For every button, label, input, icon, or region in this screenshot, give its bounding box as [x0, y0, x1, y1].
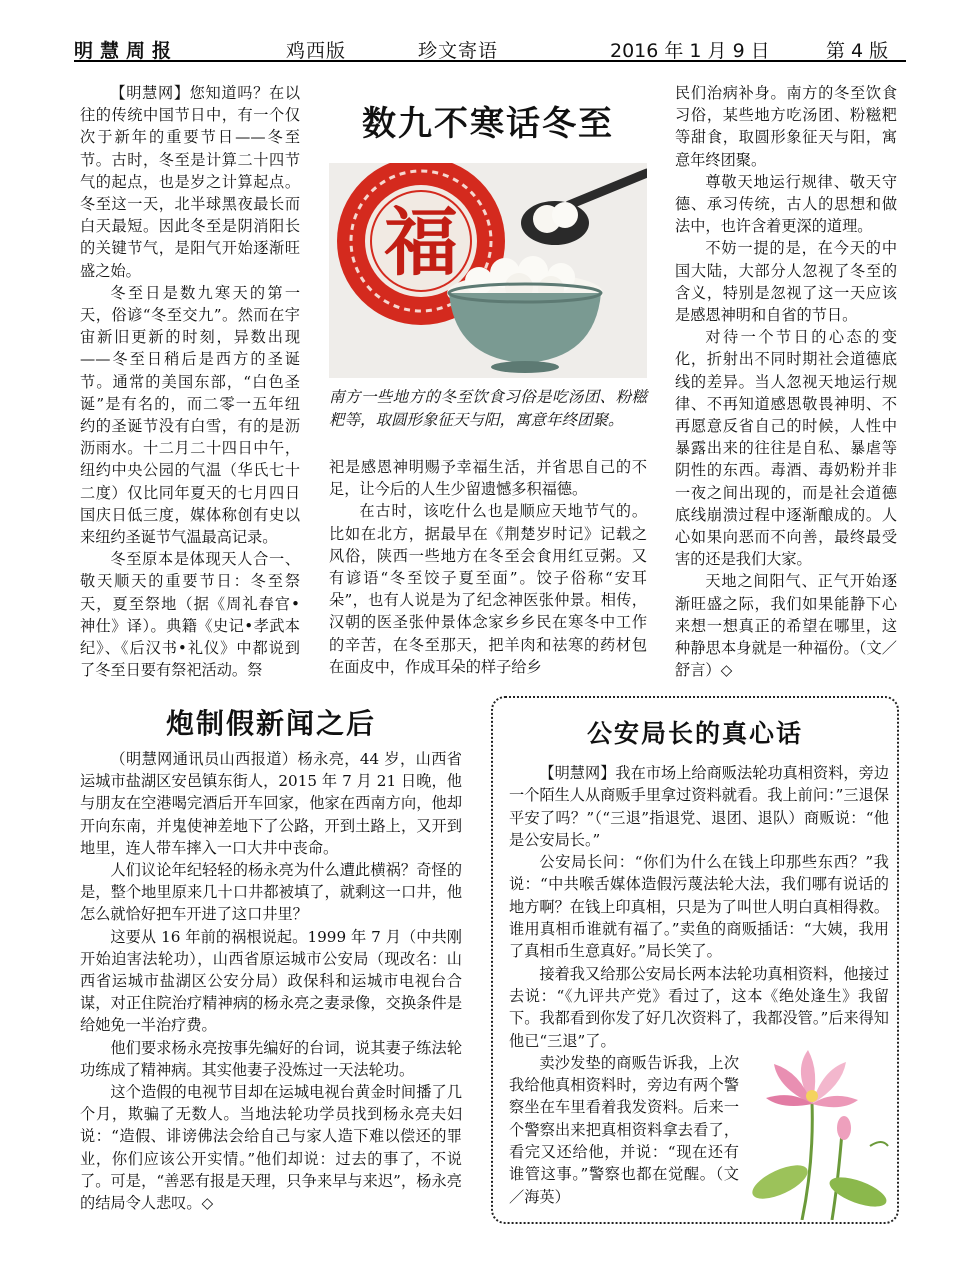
article-title-fake-news: 炮制假新闻之后: [165, 707, 376, 740]
paragraph: 接着我又给那公安局长两本法轮功真相资料，他接过去说：“《九评共产党》看过了，这本《绝处逢生》我留下。我都看到你发了好几次资料了，我都没管。”后来得知他已“三退”了。: [509, 964, 889, 1050]
fu-character: 福: [384, 200, 458, 286]
lotus-flower-illustration: [742, 1042, 892, 1220]
paragraph: 【明慧网】我在市场上给商贩法轮功真相资料，旁边一个陌生人从商贩手里拿过资料就看。我上前问：”三退保平安了吗？”（“三退”指退党、退团、退队）商贩说：“他是公安局长。”: [509, 764, 889, 849]
paragraph: 公安局长问：“你们为什么在钱上印那些东西？”我说：“中共喉舌媒体造假污蔑法轮大法，我们哪有说话的地方啊？在钱上印真相，只是为了叫世人明白真相得救。谁用真相币谁就有福了。”卖鱼的商贩插话：“大姨，我用了真相币生意真好。”局长笑了。: [509, 853, 889, 961]
article-title-police-chief: 公安局长的真心话: [586, 719, 803, 748]
paragraph: 尊敬天地运行规律、敬天守德、承习传统，古人的思想和做法中，也许含着更深的道理。: [675, 172, 897, 236]
page-header: [74, 34, 906, 62]
paragraph: 冬至日是数九寒天的第一天，俗谚“冬至交九”。然而在宇宙新旧更新的时刻，异数出现——冬至日稍后是西方的圣诞节。通常的美国东部，“白色圣诞”是有名的，而二零一五年纽约的圣诞节没有白雪，有的是沥沥雨水。十二月二十四日中午，纽约中央公园的气温（华氏七十二度）仅比同年夏天的七月四日国庆日低三度，媒体称创有史以来纽约圣诞节气温最高记录。: [80, 283, 300, 547]
paragraph: 卖沙发垫的商贩告诉我，上次我给他真相资料时，旁边有两个警察坐在车里看着我发资料。后来一个警察出来把真相资料拿去看了，看完又还给他，并说：“现在还有谁管这事。”警察也都在觉醒。（文／海英）: [509, 1053, 739, 1206]
paragraph: （明慧网通讯员山西报道）杨永亮，44 岁，山西省运城市盐湖区安邑镇东街人，2015 年 7 月 21 日晚，他与朋友在空港喝完酒后开车回家，他家在西南方向，他却开向东南，并鬼使神差地下了公路，开到土路上，又开到地里，连人带车摔入一口大井中丧命。: [80, 750, 462, 857]
edition-label: 鸡西版: [286, 40, 347, 62]
paragraph: 这要从 16 年前的祸根说起。1999 年 7 月（中共刚开始迫害法轮功），山西省原运城市公安局（现改名：山西省运城市盐湖区公安分局）政保科和运城市电视台合谋，对正住院治疗精神病的杨永亮之妻录像，交换条件是给她免一半治疗费。: [80, 927, 462, 1035]
article-title-winter-solstice: 数九不寒话冬至: [362, 104, 614, 144]
article1-column-2: [329, 456, 647, 678]
article2-body: [80, 748, 462, 1214]
page-number: 第 4 版: [826, 40, 889, 62]
tangyuan-photo: [329, 163, 647, 378]
newspaper-name: 明慧周报: [74, 40, 179, 62]
paragraph: 在古时，该吃什么也是顺应天地节气的。比如在北方，据最早在《荆楚岁时记》记载之风俗，陕西一些地方在冬至会食用红豆粥。又有谚语“冬至饺子夏至面”。饺子俗称“安耳朵”，也有人说是为了纪念神医张仲景。相传，汉朝的医圣张仲景体念家乡乡民在寒冬中工作的辛苦，在冬至那天，把羊肉和祛寒的药材包在面皮中，作成耳朵的样子给乡: [329, 502, 647, 676]
paragraph: 不妨一提的是，在今天的中国大陆，大部分人忽视了冬至的含义，特别是忽视了这一天应该是感恩神明和自省的节日。: [675, 239, 897, 325]
paragraph: 人们议论年纪轻轻的杨永亮为什么遭此横祸？奇怪的是，整个地里原来几十口井都被填了，就剩这一口井，他怎么就恰好把车开进了这口井里？: [80, 861, 462, 924]
issue-date: 2016 年 1 月 9 日: [610, 40, 770, 62]
paragraph: 天地之间阳气、正气开始逐渐旺盛之际，我们如果能静下心来想一想真正的希望在哪里，这种静思本身就是一种福份。（文／舒言）◇: [675, 572, 897, 680]
paragraph: 他们要求杨永亮按事先编好的台词，说其妻子练法轮功练成了精神病。其实他妻子没炼过一天法轮功。: [80, 1038, 462, 1079]
paragraph: 对待一个节日的心态的变化，折射出不同时期社会道德底线的差异。当人忽视天地运行规律、不再知道感恩敬畏神明、不再愿意反省自己的时候，人性中暴露出来的往往是自私、暴虐等阴性的东西。毒酒、毒奶粉并非一夜之间出现的，而是社会道德底线崩溃过程中逐渐酿成的。人心如果向恶而不向善，最终最受害的还是我们大家。: [675, 328, 897, 569]
tangyuan-illustration: [329, 163, 647, 378]
header-rule: [74, 60, 906, 62]
section-label: 珍文寄语: [418, 40, 499, 62]
article1-column-3: [675, 82, 897, 681]
paragraph: 【明慧网】您知道吗？在以往的传统中国节日中，有一个仅次于新年的重要节日——冬至节。古时，冬至是计算二十四节气的起点，也是岁之计算起点。冬至这一天，北半球黑夜最长而白天最短。因此冬至是阴消阳长的关键节气，是阳气开始逐渐旺盛之始。: [80, 84, 300, 280]
paragraph: 民们治病补身。南方的冬至饮食习俗，某些地方吃汤团、粉糍粑等甜食，取圆形象征天与阳，寓意年终团聚。: [675, 84, 897, 169]
paragraph: 冬至原本是体现天人合一、敬天顺天的重要节日：冬至祭天，夏至祭地（据《周礼春官•神仕》译）。典籍《史记•孝武本纪》、《后汉书•礼仪》中都说到了冬至日要有祭祀活动。祭: [80, 550, 300, 680]
paragraph: 祀是感恩神明赐予幸福生活，并省思自己的不足，让今后的人生少留遗憾多积福德。: [329, 458, 647, 499]
paragraph: 这个造假的电视节目却在运城电视台黄金时间播了几个月，欺骗了无数人。当地法轮功学员找到杨永亮夫妇说：“造假、诽谤佛法会给自己与家人造下难以偿还的罪业，你们应该公开实情。”他们却说：过去的事了，不说了。可是，“善恶有报是天理，只争来早与来迟”，杨永亮的结局令人悲叹。◇: [80, 1083, 462, 1213]
photo-caption: 南方一些地方的冬至饮食习俗是吃汤团、粉糍粑等，取圆形象征天与阳，寓意年终团聚。: [329, 388, 647, 429]
article1-column-1: [80, 82, 300, 681]
